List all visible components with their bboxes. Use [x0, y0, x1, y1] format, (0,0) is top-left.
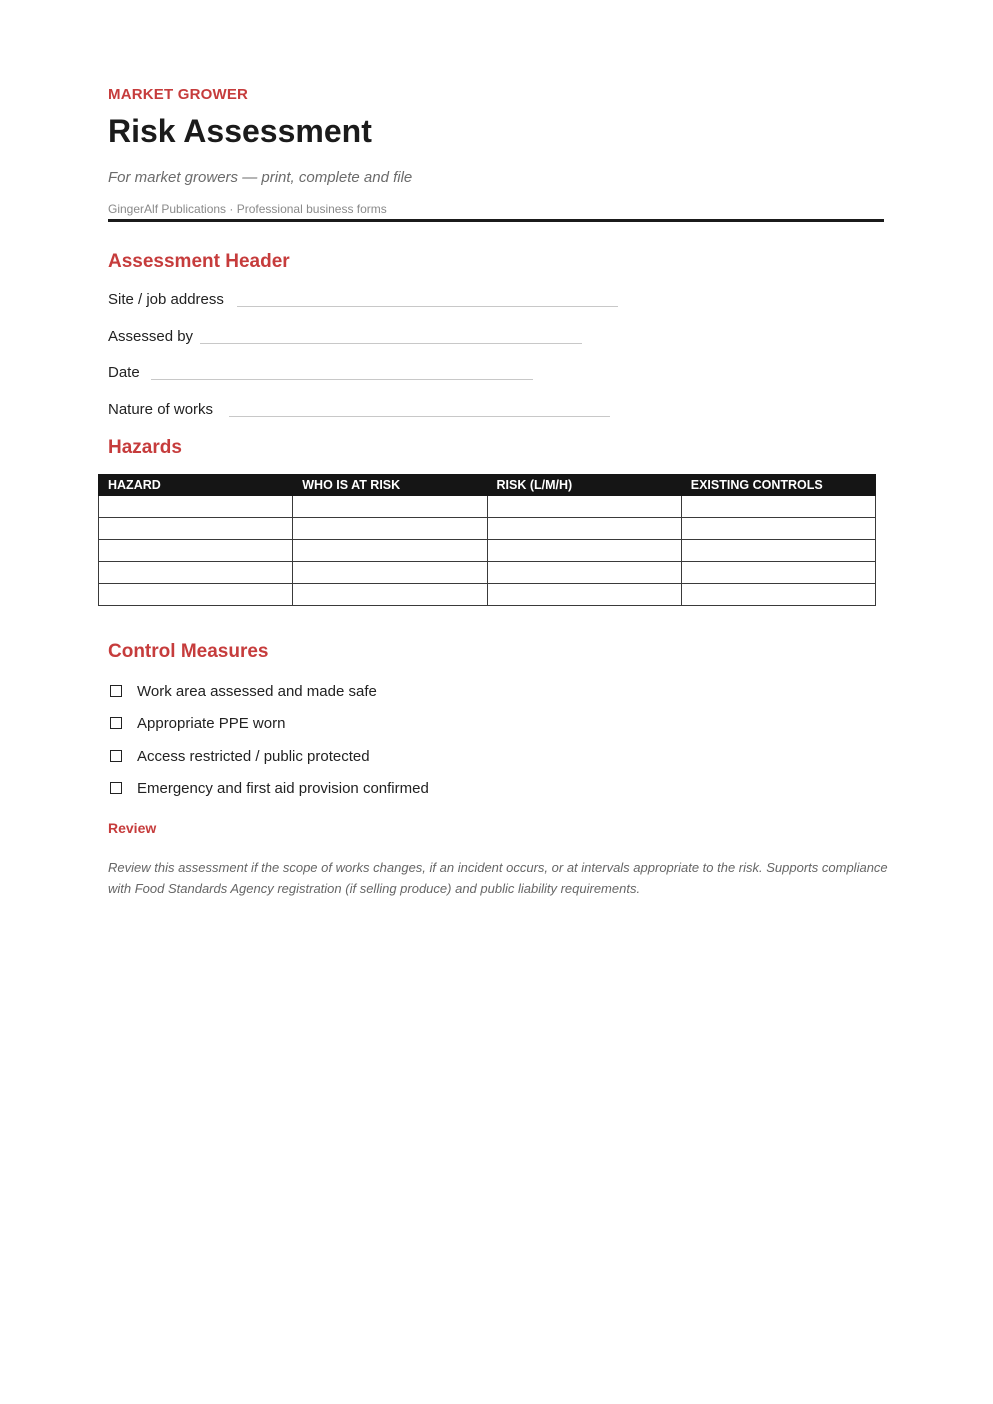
table-cell[interactable] — [293, 518, 487, 540]
checkbox-icon[interactable] — [110, 717, 122, 729]
assessed-by-field[interactable] — [108, 328, 588, 350]
table-row — [99, 518, 876, 540]
page-title: Risk Assessment — [108, 113, 372, 149]
table-row — [99, 562, 876, 584]
table-header-row — [99, 475, 876, 496]
control-item-label: Appropriate PPE worn — [137, 715, 286, 732]
table-cell[interactable] — [99, 584, 293, 606]
assessed-by-input-line[interactable] — [200, 343, 582, 344]
nature-of-works-label: Nature of works — [108, 401, 214, 418]
table-cell[interactable] — [681, 584, 875, 606]
hazards-heading: Hazards — [108, 437, 182, 458]
column-header-who-is-at-risk: WHO IS AT RISK — [293, 475, 487, 496]
review-note: Review this assessment if the scope of works changes, if an incident occurs, or at intervals appropriate to the risk. Supports compliance with Food Standards Agency registration (if selling produce) and public liability requirements. — [108, 860, 888, 896]
control-item-label: Work area assessed and made safe — [137, 683, 377, 700]
nature-of-works-input-line[interactable] — [229, 416, 610, 417]
control-item-label: Access restricted / public protected — [137, 748, 370, 765]
review-heading: Review — [108, 820, 157, 836]
checkbox-icon[interactable] — [110, 782, 122, 794]
table-cell[interactable] — [487, 584, 681, 606]
table-cell[interactable] — [99, 562, 293, 584]
table-cell[interactable] — [99, 496, 293, 518]
table-cell[interactable] — [487, 518, 681, 540]
page-subtitle: For market growers — print, complete and file — [108, 169, 413, 186]
assessment-header-heading: Assessment Header — [108, 251, 290, 272]
site-address-field[interactable] — [108, 291, 628, 313]
table-row — [99, 540, 876, 562]
table-cell[interactable] — [487, 496, 681, 518]
table-cell[interactable] — [681, 496, 875, 518]
form-kicker: MARKET GROWER — [108, 86, 249, 103]
table-cell[interactable] — [487, 562, 681, 584]
assessed-by-label: Assessed by — [108, 328, 194, 345]
header-divider — [108, 219, 884, 222]
column-header-hazard: HAZARD — [99, 475, 293, 496]
table-cell[interactable] — [681, 540, 875, 562]
date-label: Date — [108, 364, 140, 381]
table-cell[interactable] — [681, 518, 875, 540]
table-cell[interactable] — [99, 540, 293, 562]
table-cell[interactable] — [293, 496, 487, 518]
nature-of-works-field[interactable] — [108, 401, 618, 423]
table-cell[interactable] — [99, 518, 293, 540]
checkbox-icon[interactable] — [110, 685, 122, 697]
column-header-risk-level: RISK (L/M/H) — [487, 475, 681, 496]
table-row — [99, 496, 876, 518]
publisher-line: GingerAlf Publications · Professional business forms — [108, 202, 387, 216]
control-item-label: Emergency and first aid provision confirmed — [137, 780, 429, 797]
site-address-label: Site / job address — [108, 291, 224, 308]
table-cell[interactable] — [293, 540, 487, 562]
column-header-existing-controls: EXISTING CONTROLS — [681, 475, 875, 496]
date-field[interactable] — [108, 364, 538, 386]
table-row — [99, 584, 876, 606]
table-cell[interactable] — [293, 584, 487, 606]
checkbox-icon[interactable] — [110, 750, 122, 762]
site-address-input-line[interactable] — [237, 306, 618, 307]
control-measures-heading: Control Measures — [108, 641, 269, 662]
date-input-line[interactable] — [151, 379, 533, 380]
table-cell[interactable] — [681, 562, 875, 584]
table-cell[interactable] — [293, 562, 487, 584]
table-cell[interactable] — [487, 540, 681, 562]
hazards-table — [98, 474, 876, 606]
